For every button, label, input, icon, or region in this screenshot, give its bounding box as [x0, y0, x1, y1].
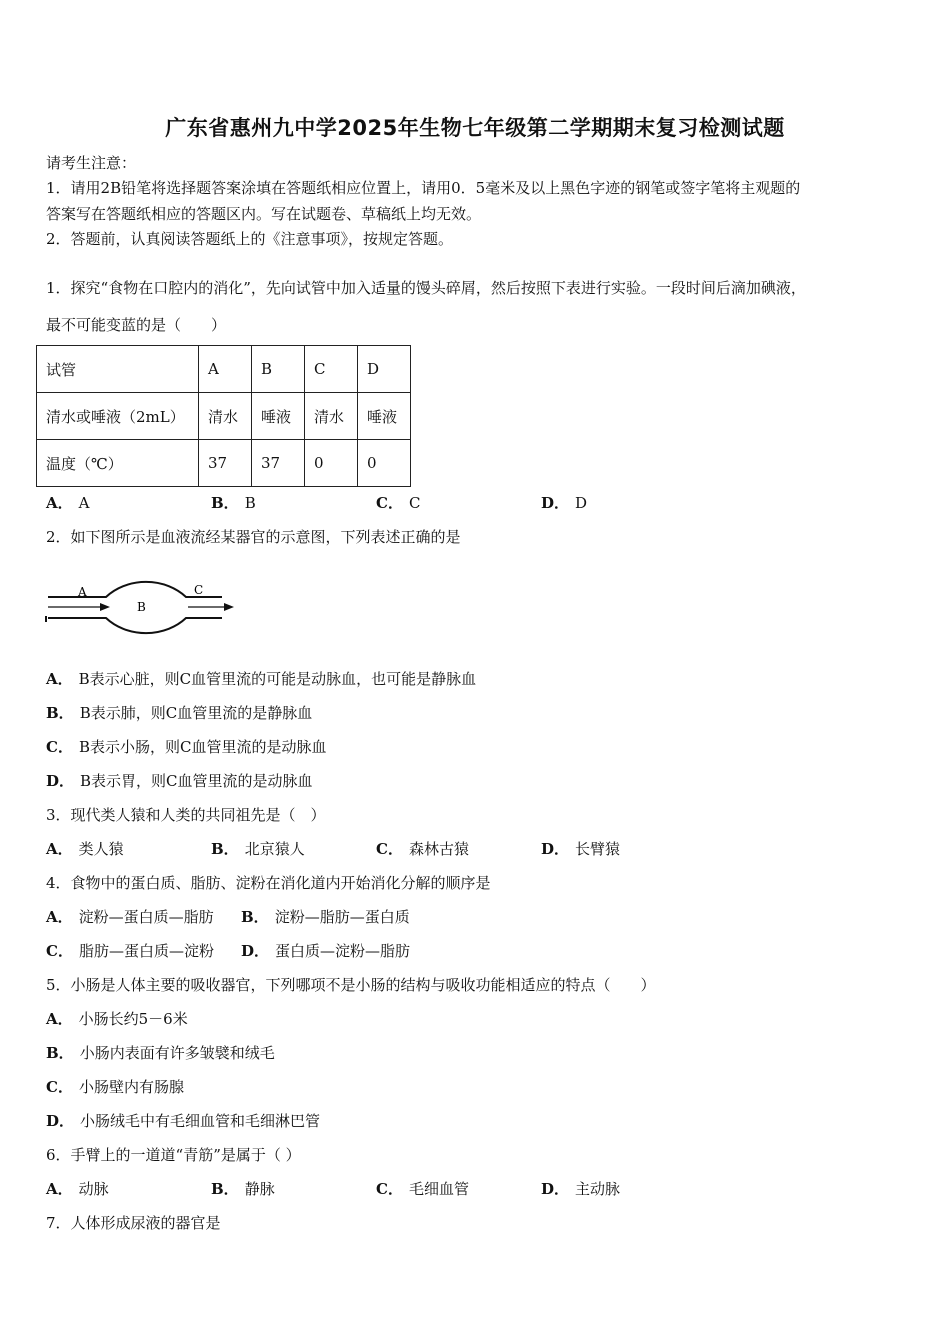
q5-option-b[interactable] [46, 1042, 275, 1063]
option-label: B． [211, 840, 239, 858]
experiment-table [36, 345, 411, 487]
table-cell: B [252, 346, 305, 393]
table-cell: C [305, 346, 358, 393]
table-cell: 清水或唾液（2mL） [37, 393, 199, 440]
label-b: B [137, 600, 146, 614]
option-text: 静脉 [244, 1180, 275, 1198]
option-text: 小肠长约5－6米 [78, 1010, 188, 1028]
option-text: B [244, 494, 256, 512]
notice-line-3: 2．答题前，认真阅读答题纸上的《注意事项》，按规定答题。 [46, 230, 454, 248]
option-label: A． [46, 1180, 73, 1198]
option-label: D． [46, 1112, 75, 1130]
label-a: A [78, 585, 87, 599]
option-label: C． [46, 942, 73, 960]
option-label: A． [46, 840, 73, 858]
option-label: B． [211, 494, 239, 512]
option-label: D． [541, 494, 570, 512]
q1-stem-line-2: 最不可能变蓝的是（ ） [46, 316, 227, 334]
q4-option-c[interactable] [46, 940, 214, 961]
option-text: 长臂猿 [575, 840, 621, 858]
option-label: A． [46, 908, 73, 926]
option-text: 淀粉—蛋白质—脂肪 [78, 908, 214, 926]
notice-line-1: 1．请用2B铅笔将选择题答案涂填在答题纸相应位置上，请用0．5毫米及以上黑色字迹的钢笔或签字笔将主观题的 [46, 179, 801, 197]
table-cell: 清水 [199, 393, 252, 440]
option-label: B． [211, 1180, 239, 1198]
table-row [37, 393, 411, 440]
q4-stem: 4．食物中的蛋白质、脂肪、淀粉在消化道内开始消化分解的顺序是 [46, 874, 491, 892]
option-label: D． [46, 772, 75, 790]
table-cell: D [358, 346, 411, 393]
q3-option-a[interactable] [46, 838, 124, 859]
q5-option-d[interactable] [46, 1110, 320, 1131]
table-cell: 0 [305, 440, 358, 487]
table-cell: 清水 [305, 393, 358, 440]
option-text: D [575, 494, 588, 512]
option-text: C [408, 494, 421, 512]
option-label: C． [46, 738, 73, 756]
q5-option-c[interactable] [46, 1076, 184, 1097]
option-label: C． [376, 494, 403, 512]
q2-option-c[interactable] [46, 736, 326, 757]
table-cell: 唾液 [358, 393, 411, 440]
q1-option-d[interactable] [541, 492, 587, 513]
table-row [37, 440, 411, 487]
table-cell: 37 [252, 440, 305, 487]
table-cell: 唾液 [252, 393, 305, 440]
option-label: A． [46, 494, 73, 512]
table-cell: A [199, 346, 252, 393]
option-label: D． [241, 942, 270, 960]
arrow-a-head [100, 603, 110, 611]
option-text: B表示肺，则C血管里流的是静脉血 [79, 704, 313, 722]
label-c: C [194, 583, 204, 597]
option-text: 淀粉—脂肪—蛋白质 [274, 908, 410, 926]
blood-flow-diagram [40, 560, 240, 650]
q4-option-b[interactable] [241, 906, 410, 927]
option-label: B． [241, 908, 269, 926]
vessel-lower-wall [48, 618, 222, 633]
option-text: 小肠壁内有肠腺 [78, 1078, 184, 1096]
q1-option-a[interactable] [46, 492, 89, 513]
option-text: 主动脉 [575, 1180, 621, 1198]
q6-option-a[interactable] [46, 1178, 109, 1199]
q6-option-b[interactable] [211, 1178, 275, 1199]
table-cell: 0 [358, 440, 411, 487]
q6-option-d[interactable] [541, 1178, 620, 1199]
option-label: C． [376, 1180, 403, 1198]
notice-line-2: 答案写在答题纸相应的答题区内。写在试题卷、草稿纸上均无效。 [46, 205, 482, 223]
q6-option-c[interactable] [376, 1178, 469, 1199]
page-title: 广东省惠州九中学2025年生物七年级第二学期期末复习检测试题 [165, 116, 785, 140]
option-text: 森林古猿 [408, 840, 469, 858]
option-text: 类人猿 [78, 840, 124, 858]
q2-option-d[interactable] [46, 770, 313, 791]
option-label: C． [376, 840, 403, 858]
q1-stem-line-1: 1．探究“食物在口腔内的消化”，先向试管中加入适量的馒头碎屑，然后按照下表进行实验。一段时间后滴加碘液， [46, 279, 806, 297]
option-text: B表示胃，则C血管里流的是动脉血 [80, 772, 313, 790]
q4-option-d[interactable] [241, 940, 410, 961]
table-cell: 37 [199, 440, 252, 487]
table-row [37, 346, 411, 393]
option-text: B表示心脏，则C血管里流的可能是动脉血，也可能是静脉血 [78, 670, 477, 688]
option-label: B． [46, 704, 74, 722]
q5-option-a[interactable] [46, 1008, 188, 1029]
option-label: C． [46, 1078, 73, 1096]
q1-option-c[interactable] [376, 492, 420, 513]
notice-heading: 请考生注意： [46, 154, 137, 172]
q3-option-d[interactable] [541, 838, 620, 859]
option-label: D． [541, 840, 570, 858]
option-text: 脂肪—蛋白质—淀粉 [78, 942, 214, 960]
option-text: 动脉 [78, 1180, 109, 1198]
option-text: 小肠内表面有许多皱襞和绒毛 [79, 1044, 275, 1062]
option-label: B． [46, 1044, 74, 1062]
option-label: A． [46, 670, 73, 688]
q1-option-b[interactable] [211, 492, 256, 513]
option-text: B表示小肠，则C血管里流的是动脉血 [78, 738, 327, 756]
option-text: 蛋白质—淀粉—脂肪 [275, 942, 411, 960]
table-cell: 试管 [37, 346, 199, 393]
table-cell: 温度（℃） [37, 440, 199, 487]
option-text: 北京猿人 [244, 840, 305, 858]
q3-option-b[interactable] [211, 838, 305, 859]
q2-option-a[interactable] [46, 668, 476, 689]
q2-option-b[interactable] [46, 702, 312, 723]
option-text: 小肠绒毛中有毛细血管和毛细淋巴管 [80, 1112, 321, 1130]
option-text: 毛细血管 [408, 1180, 469, 1198]
arrow-c-head [224, 603, 234, 611]
q4-option-a[interactable] [46, 906, 214, 927]
q2-stem: 2．如下图所示是血液流经某器官的示意图，下列表述正确的是 [46, 528, 461, 546]
option-label: A． [46, 1010, 73, 1028]
q7-stem: 7．人体形成尿液的器官是 [46, 1214, 221, 1232]
q5-stem: 5．小肠是人体主要的吸收器官，下列哪项不是小肠的结构与吸收功能相适应的特点（ ） [46, 976, 656, 994]
q3-stem: 3．现代类人猿和人类的共同祖先是（ ） [46, 806, 326, 824]
option-label: D． [541, 1180, 570, 1198]
q6-stem: 6．手臂上的一道道“青筋”是属于（ ） [46, 1146, 301, 1164]
option-text: A [78, 494, 90, 512]
q3-option-c[interactable] [376, 838, 469, 859]
